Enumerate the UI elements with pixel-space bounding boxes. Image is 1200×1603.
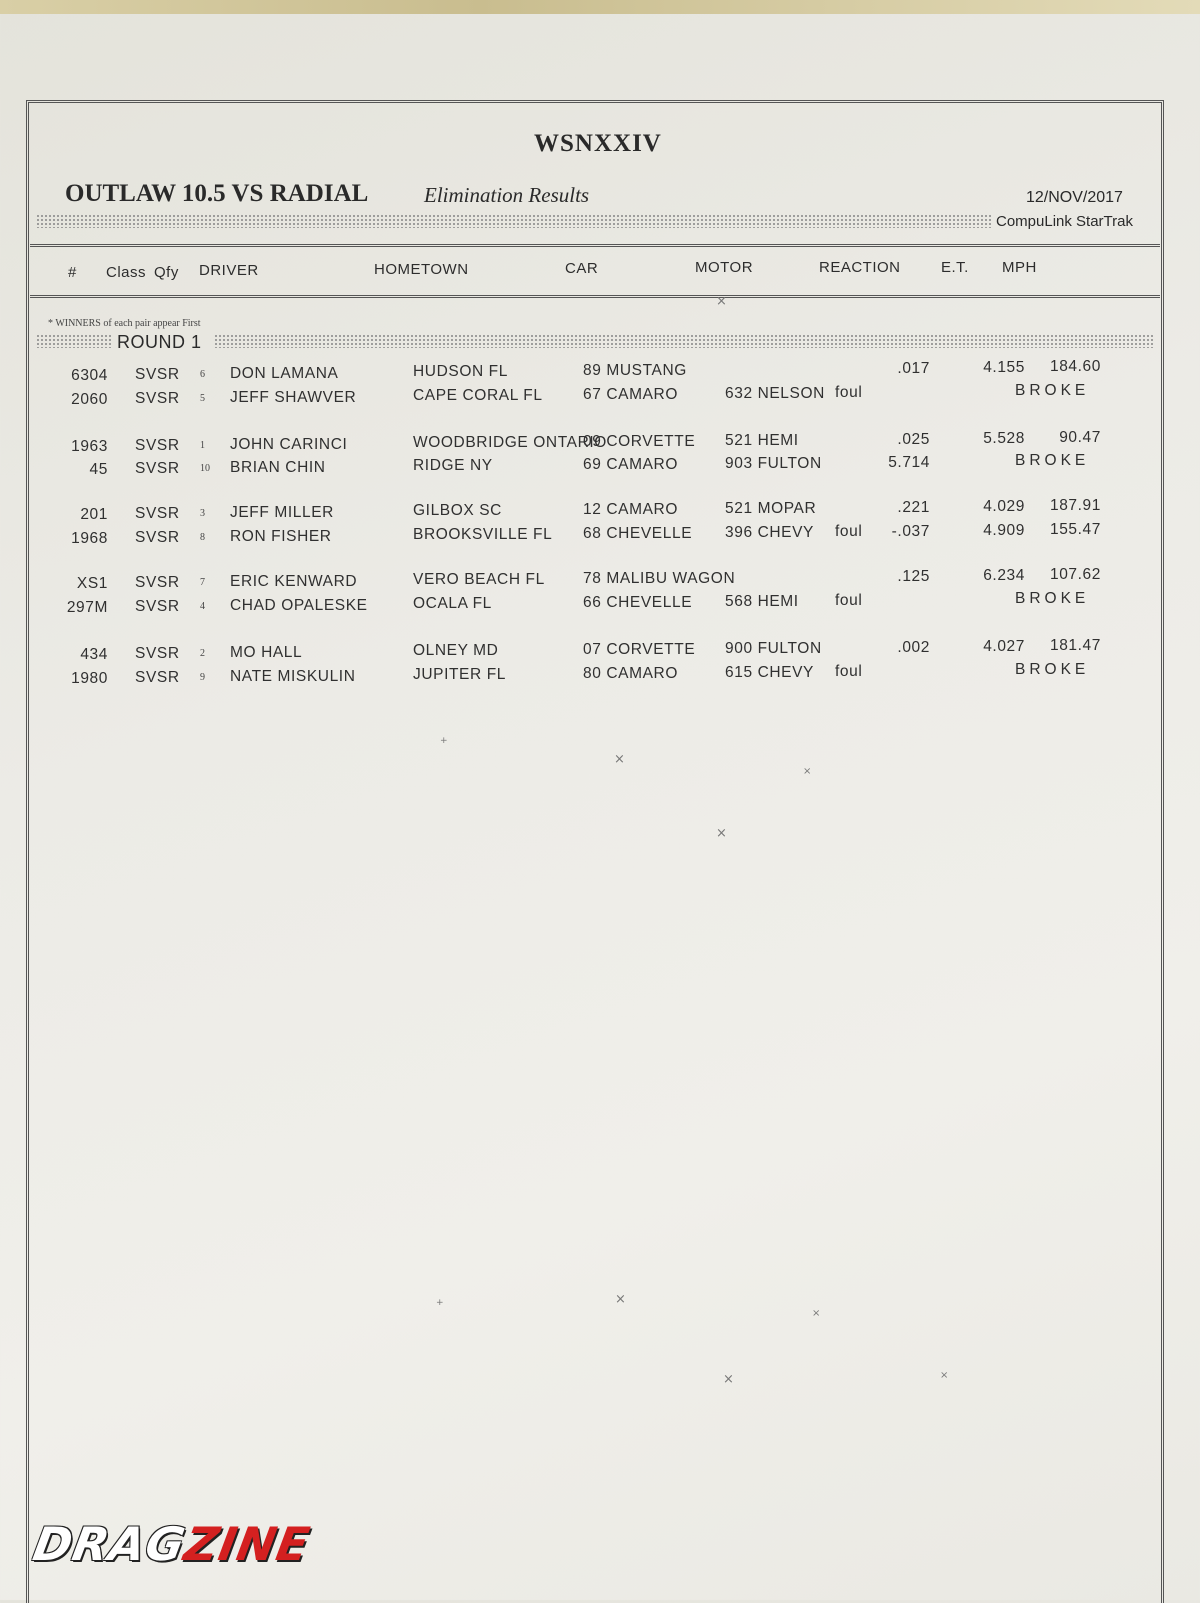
cell-hometown: CAPE CORAL FL [413, 387, 543, 405]
cell-car: 68 CHEVELLE [583, 525, 693, 543]
paper-speck: + [440, 736, 448, 746]
cell-motor: 396 CHEVY [725, 523, 814, 541]
cell-driver: ERIC KENWARD [230, 573, 358, 591]
cell-hometown: VERO BEACH FL [413, 571, 545, 589]
cell-num: 434 [80, 645, 108, 663]
cell-foul: foul [835, 383, 863, 401]
paper-speck: × [940, 1370, 949, 1381]
cell-et: 4.155 [983, 358, 1025, 376]
cell-class: SVSR [135, 597, 180, 615]
round-label: ROUND 1 [117, 332, 202, 352]
cell-reaction: .221 [897, 498, 930, 516]
rule-bottom [30, 295, 1160, 298]
cell-driver: MO HALL [230, 644, 303, 662]
cell-reaction: .125 [897, 567, 930, 585]
cell-motor: 521 HEMI [725, 431, 799, 449]
col-hometown: HOMETOWN [374, 261, 469, 278]
cell-driver: JEFF SHAWVER [230, 389, 357, 407]
cell-num: 201 [80, 505, 108, 523]
cell-car: 09 CORVETTE [583, 433, 696, 451]
cell-car: 69 CAMARO [583, 456, 678, 474]
class-title: OUTLAW 10.5 VS RADIAL [65, 180, 369, 207]
cell-class: SVSR [135, 436, 180, 454]
cell-reaction: .017 [897, 359, 930, 377]
cell-mph: 184.60 [1049, 358, 1101, 376]
cell-class: SVSR [135, 389, 180, 407]
cell-motor: 900 FULTON [725, 639, 822, 657]
cell-reaction: .002 [897, 638, 930, 656]
cell-qfy: 2 [200, 648, 205, 660]
cell-motor: 615 CHEVY [725, 663, 814, 681]
cell-foul: foul [835, 662, 863, 680]
cell-hometown: GILBOX SC [413, 502, 502, 520]
paper-speck: + [436, 1298, 444, 1308]
cell-qfy: 4 [200, 601, 205, 613]
cell-reaction: 5.714 [888, 453, 930, 471]
cell-car: 67 CAMARO [583, 386, 678, 404]
cell-num: 1968 [71, 529, 108, 547]
cell-num: 1980 [71, 669, 108, 687]
cell-driver: JOHN CARINCI [230, 436, 348, 454]
cell-foul: foul [835, 591, 863, 609]
cell-motor: 903 FULTON [725, 454, 822, 472]
cell-class: SVSR [135, 668, 180, 686]
col-num: # [68, 264, 77, 281]
cell-et: 4.029 [983, 497, 1025, 515]
cell-mph: 187.91 [1049, 497, 1101, 515]
cell-car: 12 CAMARO [583, 501, 678, 519]
cell-num: 6304 [71, 366, 108, 384]
cell-num: 2060 [71, 390, 108, 408]
report-date: 12/NOV/2017 [1026, 189, 1123, 206]
cell-motor: 632 NELSON [725, 384, 825, 402]
cell-qfy: 8 [200, 532, 205, 544]
paper-speck: × [803, 766, 812, 777]
cell-et: 6.234 [983, 566, 1025, 584]
col-mph: MPH [1002, 259, 1037, 276]
cell-hometown: JUPITER FL [413, 666, 506, 684]
cell-num: 297M [66, 598, 108, 616]
cell-class: SVSR [135, 365, 180, 383]
cell-broke: BROKE [1015, 452, 1090, 470]
col-driver: DRIVER [199, 262, 259, 279]
cell-driver: JEFF MILLER [230, 504, 334, 522]
cell-et: 4.909 [983, 521, 1025, 539]
cell-mph: 155.47 [1049, 521, 1101, 539]
cell-broke: BROKE [1015, 590, 1090, 608]
dot-band-header [36, 214, 992, 228]
paper-speck: × [716, 826, 727, 841]
cell-et: 5.528 [983, 429, 1025, 447]
cell-hometown: WOODBRIDGE ONTARIO [413, 434, 607, 452]
cell-broke: BROKE [1015, 382, 1090, 400]
system-label: CompuLink StarTrak [996, 213, 1133, 230]
paper-speck: × [615, 1292, 626, 1307]
event-title: WSNXXIV [534, 130, 662, 157]
cell-car: 66 CHEVELLE [583, 594, 693, 612]
winners-note: * WINNERS of each pair appear First [48, 318, 201, 329]
cell-foul: foul [835, 522, 863, 540]
cell-hometown: OLNEY MD [413, 642, 499, 660]
rule-top [30, 244, 1160, 247]
cell-class: SVSR [135, 504, 180, 522]
cell-qfy: 6 [200, 369, 205, 381]
logo-drag: DRAG [29, 1517, 190, 1571]
cell-reaction: -.037 [891, 522, 930, 540]
logo-zine: ZINE [180, 1517, 315, 1571]
cell-mph: 90.47 [1059, 429, 1101, 447]
dot-band-round-left [36, 334, 112, 348]
cell-car: 80 CAMARO [583, 665, 678, 683]
cell-hometown: OCALA FL [413, 595, 492, 613]
cell-et: 4.027 [983, 637, 1025, 655]
cell-qfy: 3 [200, 508, 205, 520]
cell-class: SVSR [135, 644, 180, 662]
col-class: Class [106, 264, 147, 281]
col-et: E.T. [941, 259, 969, 276]
cell-class: SVSR [135, 573, 180, 591]
background-strip [0, 0, 1200, 14]
cell-hometown: BROOKSVILLE FL [413, 526, 553, 544]
col-motor: MOTOR [695, 259, 754, 276]
cell-qfy: 10 [200, 463, 210, 475]
cell-qfy: 9 [200, 672, 205, 684]
dragzine-logo [29, 1517, 314, 1571]
cell-num: 1963 [71, 437, 108, 455]
paper-speck: × [723, 1372, 734, 1387]
cell-driver: CHAD OPALESKE [230, 597, 368, 615]
cell-qfy: 1 [200, 440, 205, 452]
cell-mph: 107.62 [1049, 566, 1101, 584]
col-car: CAR [565, 260, 599, 277]
report-subtitle: Elimination Results [424, 183, 590, 207]
results-sheet [0, 14, 1200, 1600]
cell-num: 45 [89, 460, 108, 478]
cell-num: XS1 [76, 574, 108, 592]
paper-speck: × [716, 294, 727, 309]
dot-band-round-right [214, 334, 1154, 348]
col-qfy: Qfy [154, 264, 179, 281]
cell-qfy: 5 [200, 393, 205, 405]
paper-speck: × [812, 1308, 821, 1319]
cell-driver: NATE MISKULIN [230, 668, 356, 686]
cell-hometown: RIDGE NY [413, 457, 493, 475]
cell-driver: RON FISHER [230, 528, 332, 546]
cell-motor: 568 HEMI [725, 592, 799, 610]
col-reaction: REACTION [819, 259, 901, 276]
cell-reaction: .025 [897, 430, 930, 448]
cell-driver: DON LAMANA [230, 365, 339, 383]
cell-class: SVSR [135, 459, 180, 477]
cell-class: SVSR [135, 528, 180, 546]
paper-speck: × [614, 752, 625, 767]
cell-driver: BRIAN CHIN [230, 459, 326, 477]
cell-hometown: HUDSON FL [413, 363, 508, 381]
cell-motor: 521 MOPAR [725, 499, 817, 517]
cell-car: 07 CORVETTE [583, 641, 696, 659]
cell-car: 78 MALIBU WAGON [583, 570, 736, 588]
cell-mph: 181.47 [1049, 637, 1101, 655]
cell-car: 89 MUSTANG [583, 362, 687, 380]
cell-qfy: 7 [200, 577, 205, 589]
cell-broke: BROKE [1015, 661, 1090, 679]
